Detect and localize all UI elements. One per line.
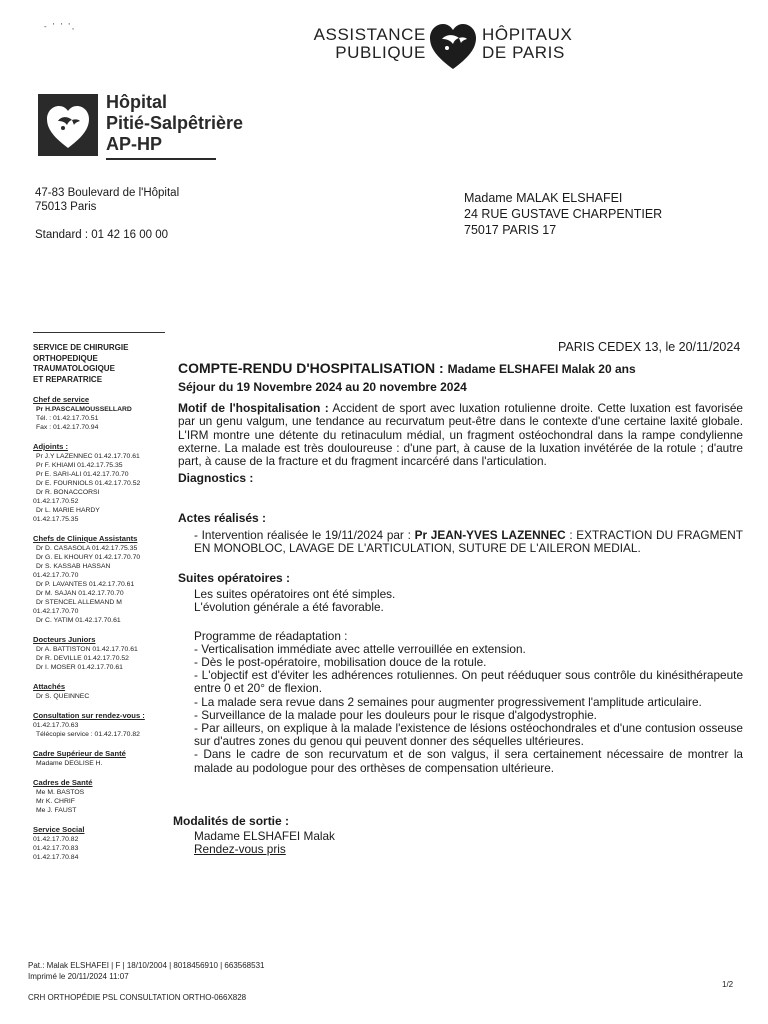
cadre-superieur-list [33, 759, 168, 768]
reeducation-item: - La malade sera revue dans 2 semaines pour augmenter progressivement l'amplitude articulaire. [194, 694, 702, 709]
staff-entry: Télécopie service : 01.42.17.70.82 [36, 731, 140, 738]
chef-heading: Chef de service [33, 395, 90, 404]
scan-marks: - ' ' ', [44, 22, 77, 31]
sidebar-rule [33, 332, 165, 333]
hospital-logo-rule [106, 158, 216, 160]
stay-dates: Séjour du 19 Novembre 2024 au 20 novembre 2024 [178, 380, 467, 394]
staff-entry: Dr C. YATIM 01.42.17.70.61 [36, 617, 121, 624]
staff-entry: Dr P. LAVANTES 01.42.17.70.61 [36, 581, 135, 588]
aphp-logo [312, 22, 602, 74]
consultation-heading: Consultation sur rendez-vous : [33, 711, 145, 720]
reeducation-list [178, 643, 743, 775]
hospital-heart-icon [38, 94, 98, 156]
staff-sidebar [33, 332, 168, 862]
staff-entry: Pr F. KHIAMI 01.42.17.75.35 [36, 462, 123, 469]
docteurs-juniors-list [33, 645, 168, 672]
staff-entry: Mr K. CHRIF [36, 798, 75, 805]
letter-date: PARIS CEDEX 13, le 20/11/2024 [558, 340, 741, 354]
staff-entry: 01.42.17.70.70 [33, 572, 79, 579]
staff-entry: Dr A. BATTISTON 01.42.17.70.61 [36, 646, 138, 653]
consultation-list [33, 721, 168, 739]
staff-entry: 01.42.17.75.35 [33, 516, 79, 523]
chefs-clinique-heading: Chefs de Clinique Assistants [33, 534, 138, 543]
staff-entry: Dr S. QUEINNEC [36, 693, 90, 700]
page-number: 1/2 [722, 980, 734, 989]
document-footer: Pat.: Malak ELSHAFEI | F | 18/10/2004 | 8018456910 | 663568531 Imprimé le 20/11/2024 11:07 CRH ORTHOPÉDIE PSL CONSULTATION ORTHO-066X828 [28, 961, 265, 1002]
reeducation-item: - Dès le post-opératoire, mobilisation douce de la rotule. [194, 655, 487, 670]
staff-entry: Dr G. EL KHOURY 01.42.17.70.70 [36, 554, 141, 561]
reeducation-title: Programme de réadaptation : [194, 628, 348, 643]
attaches-heading: Attachés [33, 682, 66, 691]
adjoints-heading: Adjoints : [33, 442, 69, 451]
staff-entry: Fax : 01.42.17.70.94 [36, 424, 99, 431]
diagnostics-label: Diagnostics : [178, 471, 254, 486]
service-social-list [33, 835, 168, 862]
staff-entry: Dr M. SAJAN 01.42.17.70.70 [36, 590, 124, 597]
staff-entry: Dr D. CASASOLA 01.42.17.75.35 [36, 545, 138, 552]
staff-entry: 01.42.17.70.82 [33, 836, 79, 843]
report-title: COMPTE-RENDU D'HOSPITALISATION : Madame ELSHAFEI Malak 20 ans [178, 360, 636, 376]
cadres-heading: Cadres de Santé [33, 778, 93, 787]
staff-entry: 01.42.17.70.84 [33, 854, 79, 861]
cadre-superieur-heading: Cadre Supérieur de Santé [33, 749, 126, 758]
recipient-address: Madame MALAK ELSHAFEI 24 RUE GUSTAVE CHARPENTIER 75017 PARIS 17 [464, 191, 663, 237]
reeducation-item: - Verticalisation immédiate avec attelle verrouillée en extension. [194, 641, 526, 656]
staff-entry: Dr I. MOSER 01.42.17.70.61 [36, 664, 123, 671]
staff-entry: Dr R. BONACCORSI [36, 489, 100, 496]
staff-entry: Dr R. DEVILLE 01.42.17.70.52 [36, 655, 129, 662]
staff-entry: Tél. : 01.42.17.70.51 [36, 415, 99, 422]
staff-entry: Madame DEGLISE H. [36, 760, 103, 767]
service-name-line: TRAUMATOLOGIQUE [33, 364, 115, 373]
staff-entry: Pr J.Y LAZENNEC 01.42.17.70.61 [36, 453, 140, 460]
service-social-heading: Service Social [33, 825, 85, 834]
docteurs-juniors-heading: Docteurs Juniors [33, 635, 96, 644]
sortie-label: Modalités de sortie : [173, 813, 290, 828]
service-name-line: ET REPARATRICE [33, 374, 103, 384]
sortie-rdv: Rendez-vous pris [194, 842, 286, 857]
sortie-name: Madame ELSHAFEI Malak [194, 829, 335, 844]
hospital-address: 47-83 Boulevard de l'Hôpital 75013 Paris [35, 187, 180, 213]
staff-entry: Me J. FAUST [36, 807, 77, 814]
hospital-name: Hôpital Pitié-Salpêtrière AP-HP [106, 92, 244, 154]
suites-line-1: Les suites opératoires ont été simples. [194, 587, 396, 602]
chefs-clinique-list [33, 544, 168, 625]
actes-label: Actes réalisés : [178, 511, 267, 526]
service-name-line: SERVICE DE CHIRURGIE [33, 343, 129, 352]
report-body [173, 360, 743, 857]
staff-entry: 01.42.17.70.52 [33, 498, 79, 505]
report-patient: Madame ELSHAFEI Malak 20 ans [447, 362, 636, 376]
surgeon-name: Pr JEAN-YVES LAZENNEC [414, 527, 566, 542]
motif-section [178, 402, 743, 468]
aphp-logo-right-text: HÔPITAUX DE PARIS [482, 25, 573, 62]
service-name-line: ORTHOPEDIQUE [33, 353, 98, 363]
staff-entry: Dr S. KASSAB HASSAN [36, 563, 111, 570]
attaches-list [33, 692, 168, 701]
service-name [33, 343, 168, 385]
staff-entry: Pr E. SARI-ALI 01.42.17.70.70 [36, 471, 129, 478]
hospital-phone: Standard : 01 42 16 00 00 [35, 229, 168, 241]
aphp-heart-icon [428, 22, 478, 72]
adjoints-list [33, 452, 168, 524]
suites-line-2: L'évolution générale a été favorable. [194, 600, 384, 615]
reeducation-item: - L'objectif est d'éviter les adhérences rotuliennes. On peut rééduquer sous contrôle du kinésithérapeute entre 0 et 20° de flexion. [194, 668, 743, 696]
staff-entry: Me M. BASTOS [36, 789, 85, 796]
chef-list [33, 405, 168, 432]
staff-entry: Dr L. MARIE HARDY [36, 507, 100, 514]
motif-text: Accident de sport avec luxation rotulienne droite. Cette luxation est favorisée par un genu valgum, une tendance au recurvatum peut-être dans le contexte d'une certaine laxité globale. L'IRM montre une détente du retinaculum médial, un fragment ostéochondral dans la rampe condylienne externe. La malade est très douloureuse : d'une part, à cause de la luxation invétérée de la rotule ; d'autre part, à cause de la fracture et du fragment incarcéré dans l'articulation. [178, 401, 743, 469]
staff-entry: Pr H.PASCALMOUSSELLARD [36, 406, 132, 413]
hospital-logo [38, 94, 318, 164]
reeducation-item: - Dans le cadre de son recurvatum et de son valgus, il sera certainement nécessaire de montrer la malade au podologue pour des orthèses de compensation ultérieure. [194, 747, 743, 775]
staff-entry: 01.42.17.70.63 [33, 722, 79, 729]
cadres-list [33, 788, 168, 815]
aphp-logo-left-text: ASSISTANCE PUBLIQUE [313, 25, 426, 62]
reeducation-item: - Surveillance de la malade pour les douleurs pour le risque d'algodystrophie. [194, 707, 597, 722]
reeducation-item: - Par ailleurs, on explique à la malade l'existence de lésions ostéochondrales et d'une contusion osseuse sur d'autres zones du genou qui peuvent donner des séquelles ultérieures. [194, 721, 743, 749]
staff-entry: Dr E. FOURNIOLS 01.42.17.70.52 [36, 480, 141, 487]
suites-label: Suites opératoires : [178, 571, 291, 586]
motif-label: Motif de l'hospitalisation : [178, 401, 329, 416]
staff-entry: 01.42.17.70.70 [33, 608, 79, 615]
staff-entry: Dr STENCEL ALLEMAND M [36, 599, 122, 606]
staff-entry: 01.42.17.70.83 [33, 845, 79, 852]
actes-text: - Intervention réalisée le 19/11/2024 par : Pr JEAN-YVES LAZENNEC : EXTRACTION DU FRAGMENT EN MONOBLOC, LAVAGE DE L'ARTICULATION, SUTURE DE L'AILERON MEDIAL. [194, 527, 743, 555]
